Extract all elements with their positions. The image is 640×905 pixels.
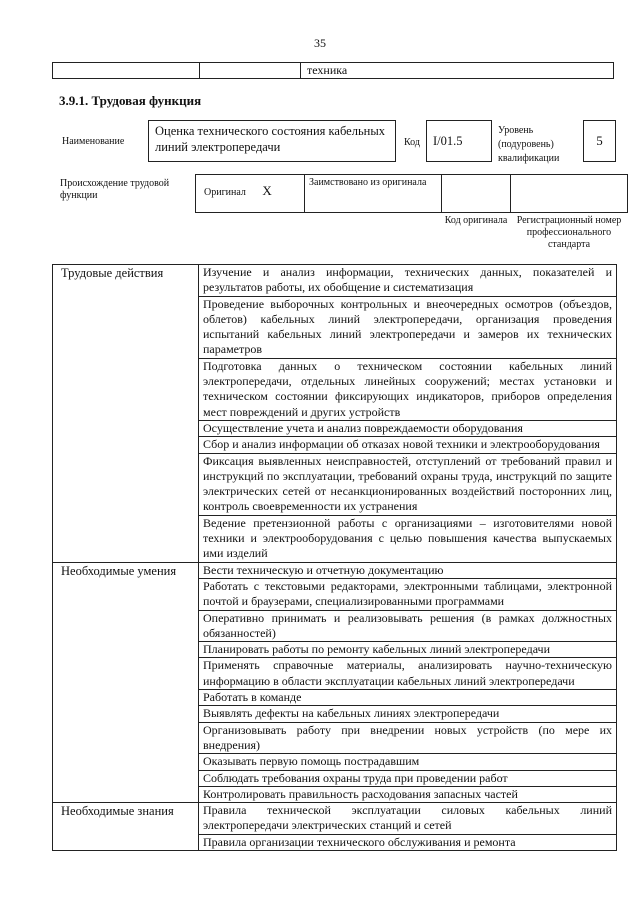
level-label: Уровень (подуровень) квалификации — [498, 125, 560, 164]
code-original-cell — [442, 175, 511, 213]
continuation-cell: техника — [301, 63, 614, 79]
page-number: 35 — [314, 36, 326, 50]
item-cell: Ведение претензионной работы с организациями – изготовителями новой техники и электрооборудования с целью повышения качества выпускаемых ими изделий — [199, 515, 617, 562]
item-cell: Осуществление учета и анализ повреждаемости оборудования — [199, 420, 617, 436]
category-cell: Необходимые умения — [53, 562, 199, 802]
category-cell: Необходимые знания — [53, 803, 199, 851]
item-cell: Работать в команде — [199, 690, 617, 706]
item-cell: Сбор и анализ информации об отказах новой техники и электрооборудования — [199, 437, 617, 453]
table-row — [53, 265, 617, 297]
original-cell — [196, 175, 305, 213]
code-value-text: I/01.5 — [433, 133, 463, 148]
item-cell: Контролировать правильность расходования запасных частей — [199, 786, 617, 802]
item-cell: Правила технической эксплуатации силовых кабельных линий электропередачи электрических станций и сетей — [199, 803, 617, 835]
item-cell: Планировать работы по ремонту кабельных линий электропередачи — [199, 642, 617, 658]
item-cell: Работать с текстовыми редакторами, электронными таблицами, электронной почтой и браузерами, специализированными программами — [199, 578, 617, 610]
table-row — [53, 803, 617, 835]
level-value-text: 5 — [596, 133, 603, 148]
item-cell: Изучение и анализ информации, технических данных, показателей и результатов работы, их обобщение и систематизация — [199, 265, 617, 297]
borrowed-label: Заимствовано из оригинала — [305, 175, 442, 213]
origin-label: Происхождение трудовой функции — [60, 178, 170, 201]
name-label: Наименование — [62, 136, 125, 147]
section-title: 3.9.1. Трудовая функция — [59, 93, 202, 108]
level-value — [583, 120, 616, 162]
item-cell: Вести техническую и отчетную документацию — [199, 562, 617, 578]
reg-number-cell — [511, 175, 628, 213]
name-value: Оценка технического состояния кабельных линий электропередачи — [148, 120, 396, 162]
function-details-table — [52, 264, 617, 851]
item-cell: Оперативно принимать и реализовывать решения (в рамках должностных обязанностей) — [199, 610, 617, 642]
code-value — [426, 120, 492, 162]
code-original-label: Код оригинала — [444, 215, 508, 226]
item-cell: Правила организации технического обслуживания и ремонта — [199, 834, 617, 850]
continuation-table — [52, 62, 614, 79]
table-row — [53, 562, 617, 578]
code-label: Код — [404, 137, 420, 148]
item-cell: Подготовка данных о техническом состоянии кабельных линий электропередачи, отдельных линейных сооружений; местах установки и техническом состоянии фиксирующих индикаторов, приборов определения мест повреждений и других устройств — [199, 358, 617, 420]
item-cell: Применять справочные материалы, анализировать научно-техническую информацию в области эксплуатации кабельных линий электропередачи — [199, 658, 617, 690]
item-cell: Выявлять дефекты на кабельных линиях электропередачи — [199, 706, 617, 722]
original-label: Оригинал — [204, 187, 246, 198]
category-cell: Трудовые действия — [53, 265, 199, 563]
item-cell: Организовывать работу при внедрении новых устройств (по мере их внедрения) — [199, 722, 617, 754]
reg-number-label: Регистрационный номер профессионального стандарта — [516, 215, 622, 250]
item-cell: Оказывать первую помощь пострадавшим — [199, 754, 617, 770]
item-cell: Проведение выборочных контрольных и внеочередных осмотров (объездов, облетов) кабельных линий электропередачи, организация проведения испытаний кабельных линий электропередачи и замеров их технических параметров — [199, 296, 617, 358]
original-mark: X — [262, 183, 272, 198]
item-cell: Фиксация выявленных неисправностей, отступлений от требований правил и инструкций по эксплуатации, требований охраны труда, инструкций по защите электрических сетей от несанкционированных воздействий посторонних лиц, контроль своевременности их устранения — [199, 453, 617, 515]
origin-table — [195, 174, 628, 251]
item-cell: Соблюдать требования охраны труда при проведении работ — [199, 770, 617, 786]
